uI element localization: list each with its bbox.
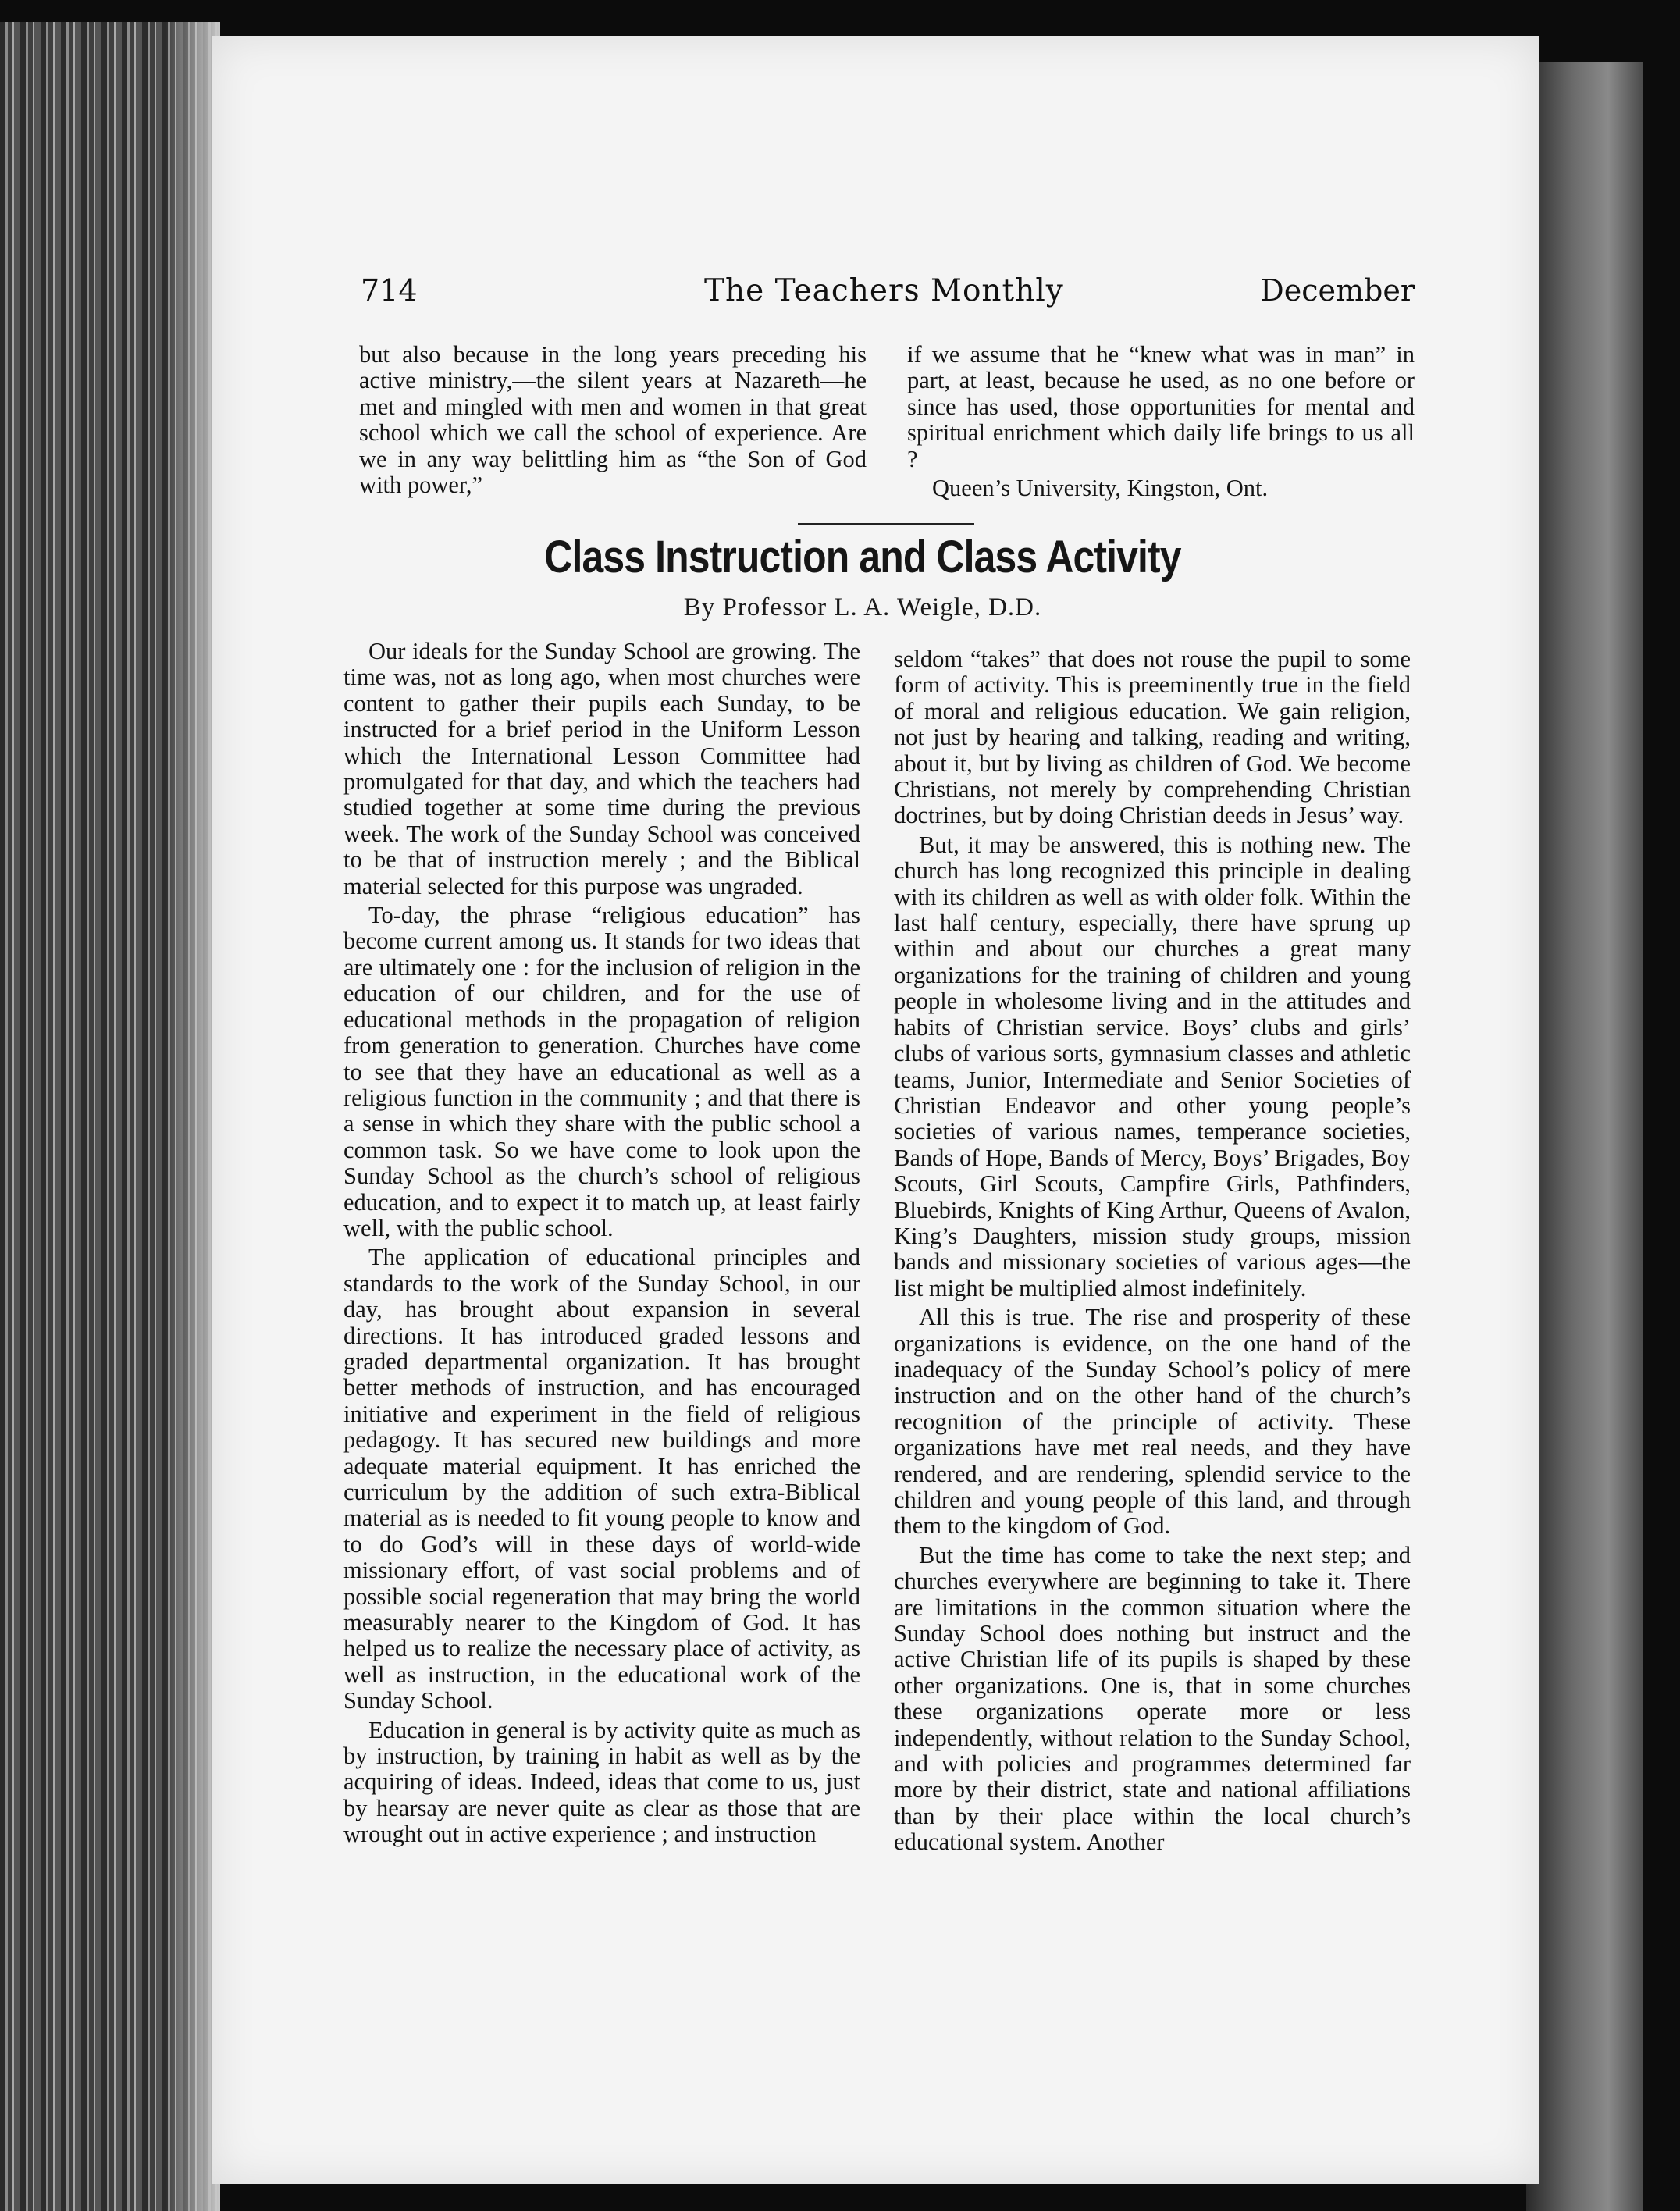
article-left-column (343, 639, 860, 1848)
section-divider (798, 523, 974, 525)
journal-title: The Teachers Monthly (704, 273, 1064, 308)
paragraph: Our ideals for the Sunday School are growing. The time was, not as long ago, when most churches were content to gather their pupils each Sunday, to be instructed for a brief period in the Uniform Lesson which the International Lesson Committee had promulgated for that day, and which the teachers had studied together at some time during the previous week. The work of the Sunday School was conceived to be that of instruction merely ; and the Biblical material selected for this purpose was ungraded. (343, 638, 860, 899)
binding-shadow (1526, 62, 1643, 2211)
previous-article-signature: Queen’s University, Kingston, Ont. (932, 475, 1269, 502)
paragraph: The application of educational principles and standards to the work of the Sunday School, in our day, has brought about expansion in several directions. It has introduced graded lessons and graded departmental organization. It has brought better methods of instruction, and has encouraged initiative and experiment in the field of religious pedagogy. It has secured new buildings and more adequate material equipment. It has enriched the curriculum by the addition of such extra-Biblical material as is needed to fit young people to know and to do God’s will in these days of world-wide missionary effort, of vast social problems and of possible social regeneration that may bring the world measurably nearer to the Kingdom of God. It has helped us to realize the necessary place of activity, as well as instruction, in the educational work of the Sunday School. (343, 1244, 860, 1714)
article-title: Class Instruction and Class Activity (544, 532, 1181, 582)
paragraph: Education in general is by activity quite as much as by instruction, by training in habit as well as by the acquiring of ideas. Indeed, ideas that come to us, just by hearsay are never quite as clear as those that are wrought out in active experience ; and instruction (343, 1716, 860, 1848)
previous-article-left-column (359, 342, 867, 498)
previous-article-text-left: but also because in the long years preceding his active ministry,—the silent years at Nazareth—he met and mingled with men and women in that great school which we call the school of experience. Are we in any way belittling him as “the Son of God with power,” (359, 341, 867, 499)
article-right-column (894, 646, 1411, 1856)
paragraph: All this is true. The rise and prosperity of these organizations is evidence, on the one hand of the inadequacy of the Sunday School’s policy of mere instruction and on the other hand of the church’s recognition of the principle of activity. These organizations have met real needs, and they have rendered, and are rendering, splendid service to the children and young people of this land, and through them to the kingdom of God. (894, 1304, 1411, 1540)
issue-month: December (1260, 273, 1415, 308)
previous-article-text-right: if we assume that he “knew what was in man” in part, at least, because he used, as no one before or since has used, those opportunities for mental and spiritual enrichment which daily life brings to us all ? (907, 341, 1415, 472)
article-byline: By Professor L. A. Weigle, D.D. (683, 593, 1042, 621)
book-page-edges (0, 22, 220, 2211)
paragraph: To-day, the phrase “religious education” has become current among us. It stands for two ideas that are ultimately one : for the inclusion of religion in the education of our children, and for the use of educational methods in the propagation of religion from generation to generation. Churches have come to see that they have an educational as well as a religious function in the community ; and that there is a sense in which they share with the public school a common task. So we have come to look upon the Sunday School as the church’s school of religious education, and to expect it to match up, at least fairly well, with the public school. (343, 902, 860, 1241)
running-head (361, 273, 1415, 328)
page-number: 714 (361, 273, 418, 308)
paragraph: But the time has come to take the next step; and churches everywhere are beginning to take it. There are limitations in the common situation where the Sunday School does nothing but instruct and the active Christian life of its pupils is shaped by these other organizations. One is, that in some churches these organizations operate more or less independently, without relation to the Sunday School, and with policies and programmes determined far more by their district, state and national affiliations than by their place within the local church’s educational system. Another (894, 1541, 1411, 1856)
paragraph: But, it may be answered, this is nothing new. The church has long recognized this principle in dealing with its children as well as with older folk. Within the last half century, especially, there have sprung up within and about our churches a great many organizations for the training of children and young people in wholesome living and in the attitudes and habits of Christian service. Boys’ clubs and girls’ clubs of various sorts, gymnasium classes and athletic teams, Junior, Intermediate and Senior Societies of Christian Endeavor and other young people’s societies of various names, temperance societies, Bands of Hope, Bands of Mercy, Boys’ Brigades, Boy Scouts, Girl Scouts, Campfire Girls, Pathfinders, Bluebirds, Knights of King Arthur, Queens of Avalon, King’s Daughters, mission study groups, mission bands and missionary societies of various ages—the list might be multiplied almost indefinitely. (894, 831, 1411, 1301)
previous-article-right-column (907, 342, 1415, 501)
paragraph: seldom “takes” that does not rouse the pupil to some form of activity. This is preeminently true in the field of moral and religious education. We gain religion, not just by hearing and talking, reading and writing, about it, but by living as children of God. We become Christians, not merely by comprehending Christian doctrines, but by doing Christian deeds in Jesus’ way. (894, 646, 1411, 829)
